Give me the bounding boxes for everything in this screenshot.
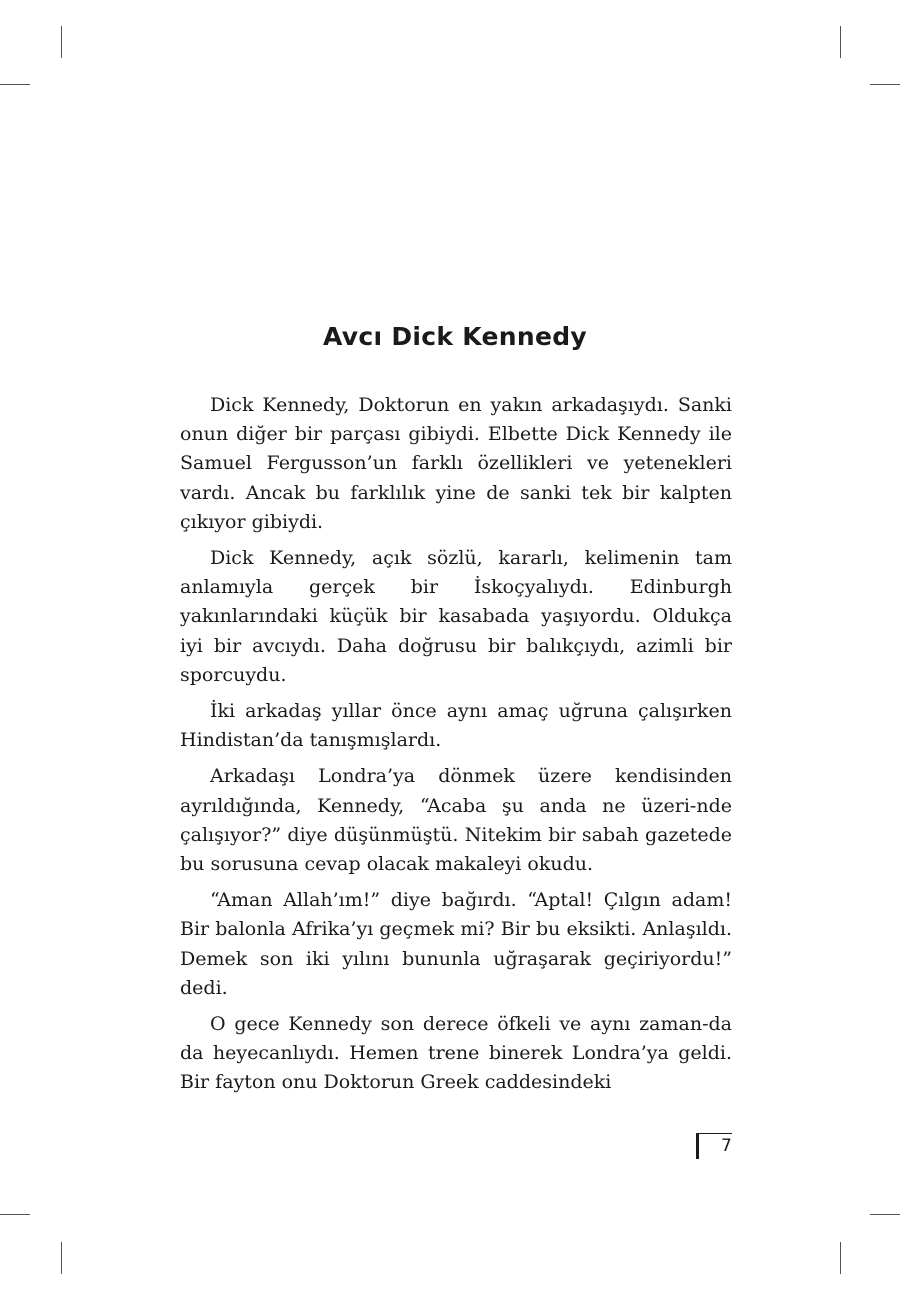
paragraph: Dick Kennedy, Doktorun en yakın arkadaşıydı. Sanki onun diğer bir parçası gibiydi. Elbette Dick Kennedy ile Samuel Fergusson’un farklı özellikleri ve yetenekleri vardı. Ancak bu farklılık yine de sanki tek bir kalpten çıkıyor gibiydi.: [180, 394, 732, 533]
crop-mark-bottom-left-vertical: [61, 1242, 62, 1274]
paragraph: O gece Kennedy son derece öfkeli ve aynı zaman-da da heyecanlıydı. Hemen trene binerek Londra’ya geldi. Bir fayton onu Doktorun Greek caddesindeki: [180, 1013, 732, 1094]
crop-mark-top-right-vertical: [840, 26, 841, 58]
crop-mark-top-left-horizontal: [0, 84, 30, 85]
paragraph: Dick Kennedy, açık sözlü, kararlı, kelimenin tam anlamıyla gerçek bir İskoçyalıydı. Edinburgh yakınlarındaki küçük bir kasabada yaşıyordu. Oldukça iyi bir avcıydı. Daha doğrusu bir balıkçıydı, azimli bir sporcuydu.: [180, 547, 732, 686]
crop-mark-bottom-right-vertical: [840, 1242, 841, 1274]
chapter-title: Avcı Dick Kennedy: [322, 322, 588, 351]
page-number: 7: [721, 1136, 732, 1156]
crop-mark-top-left-vertical: [61, 26, 62, 58]
paragraph: Arkadaşı Londra’ya dönmek üzere kendisinden ayrıldığında, Kennedy, “Acaba şu anda ne üzeri-nde çalışıyor?” diye düşünmüştü. Nitekim bir sabah gazetede bu sorusuna cevap olacak makaleyi okudu.: [180, 765, 732, 876]
crop-mark-bottom-right-horizontal: [870, 1214, 900, 1215]
paragraph: İki arkadaş yıllar önce aynı amaç uğruna çalışırken Hindistan’da tanışmışlardı.: [180, 700, 732, 752]
body-text: [180, 391, 732, 1105]
paragraph: “Aman Allah’ım!” diye bağırdı. “Aptal! Çılgın adam! Bir balonla Afrika’yı geçmek mi? Bir bu eksikti. Anlaşıldı. Demek son iki yılını bununla uğraşarak geçiriyordu!” dedi.: [180, 889, 732, 999]
crop-mark-bottom-left-horizontal: [0, 1214, 30, 1215]
crop-mark-top-right-horizontal: [870, 84, 900, 85]
